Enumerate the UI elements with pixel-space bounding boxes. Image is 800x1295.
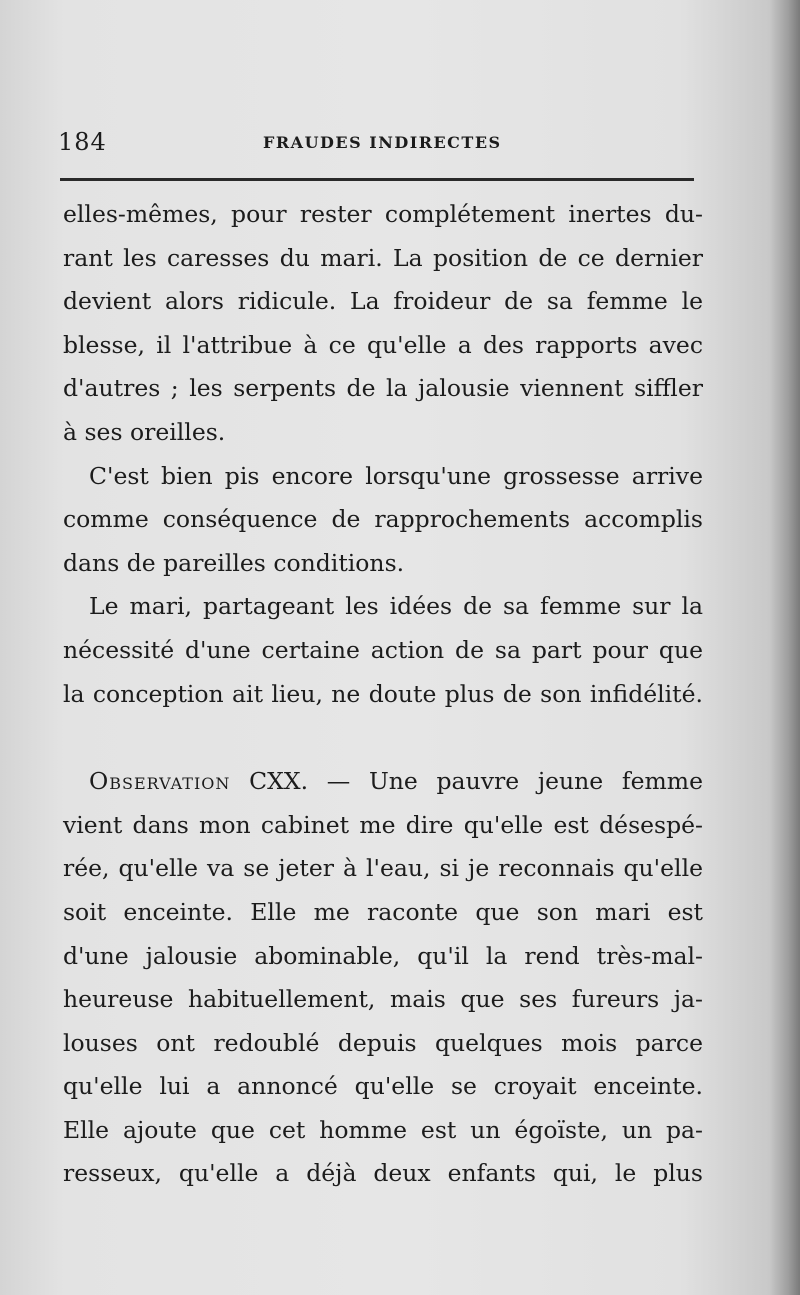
page-edge-shadow — [770, 0, 800, 1295]
text-line: soit enceinte. Elle me raconte que son mari est — [63, 897, 703, 926]
observation-number: CXX. — [249, 767, 309, 796]
text-line: vient dans mon cabinet me dire qu'elle est désespé- — [63, 810, 703, 839]
observation-heading-line — [63, 760, 703, 804]
section-gap — [63, 716, 703, 760]
text-line: nécessité d'une certaine action de sa part pour que — [63, 635, 703, 664]
text-line: d'autres ; les serpents de la jalousie viennent siffler — [63, 374, 703, 403]
text-line: rant les caresses du mari. La position de ce dernier — [63, 243, 703, 272]
text-line: comme conséquence de rapprochements accomplis — [63, 505, 703, 534]
text-line: qu'elle lui a annoncé qu'elle se croyait enceinte. — [63, 1072, 703, 1101]
text-line: elles-mêmes, pour rester complétement inertes du- — [63, 200, 703, 228]
text-line: devient alors ridicule. La froideur de sa femme le — [63, 287, 703, 316]
text-line: la conception ait lieu, ne doute plus de son infidélité. — [63, 679, 703, 708]
text-line: resseux, qu'elle a déjà deux enfants qui, le plus — [63, 1159, 703, 1188]
text-line: C'est bien pis encore lorsqu'une grossesse arrive — [89, 461, 703, 490]
running-head: FRAUDES INDIRECTES — [263, 133, 502, 152]
paragraph — [63, 193, 703, 455]
text-line: à ses oreilles. — [63, 417, 226, 446]
header-rule — [60, 178, 694, 181]
text-line: louses ont redoublé depuis quelques mois parce — [63, 1028, 703, 1057]
observation-paragraph — [63, 760, 703, 1196]
text-line: rée, qu'elle va se jeter à l'eau, si je reconnais qu'elle — [63, 854, 703, 883]
page-header — [58, 124, 694, 158]
observation-first-line-text: — Une pauvre jeune femme — [308, 767, 703, 796]
text-line: Le mari, partageant les idées de sa femme sur la — [89, 592, 703, 621]
text-line: d'une jalousie abominable, qu'il la rend très-mal- — [63, 941, 703, 970]
page-number: 184 — [58, 128, 107, 156]
body-text — [63, 193, 703, 1196]
text-line: Elle ajoute que cet homme est un égoïste, un pa- — [63, 1115, 703, 1144]
text-line: blesse, il l'attribue à ce qu'elle a des rapports avec — [63, 330, 703, 359]
text-line: heureuse habituellement, mais que ses fureurs ja- — [63, 985, 703, 1014]
paragraph — [63, 455, 703, 586]
observation-label: Observation — [89, 767, 231, 796]
text-line: dans de pareilles conditions. — [63, 548, 405, 577]
paragraph — [63, 585, 703, 716]
